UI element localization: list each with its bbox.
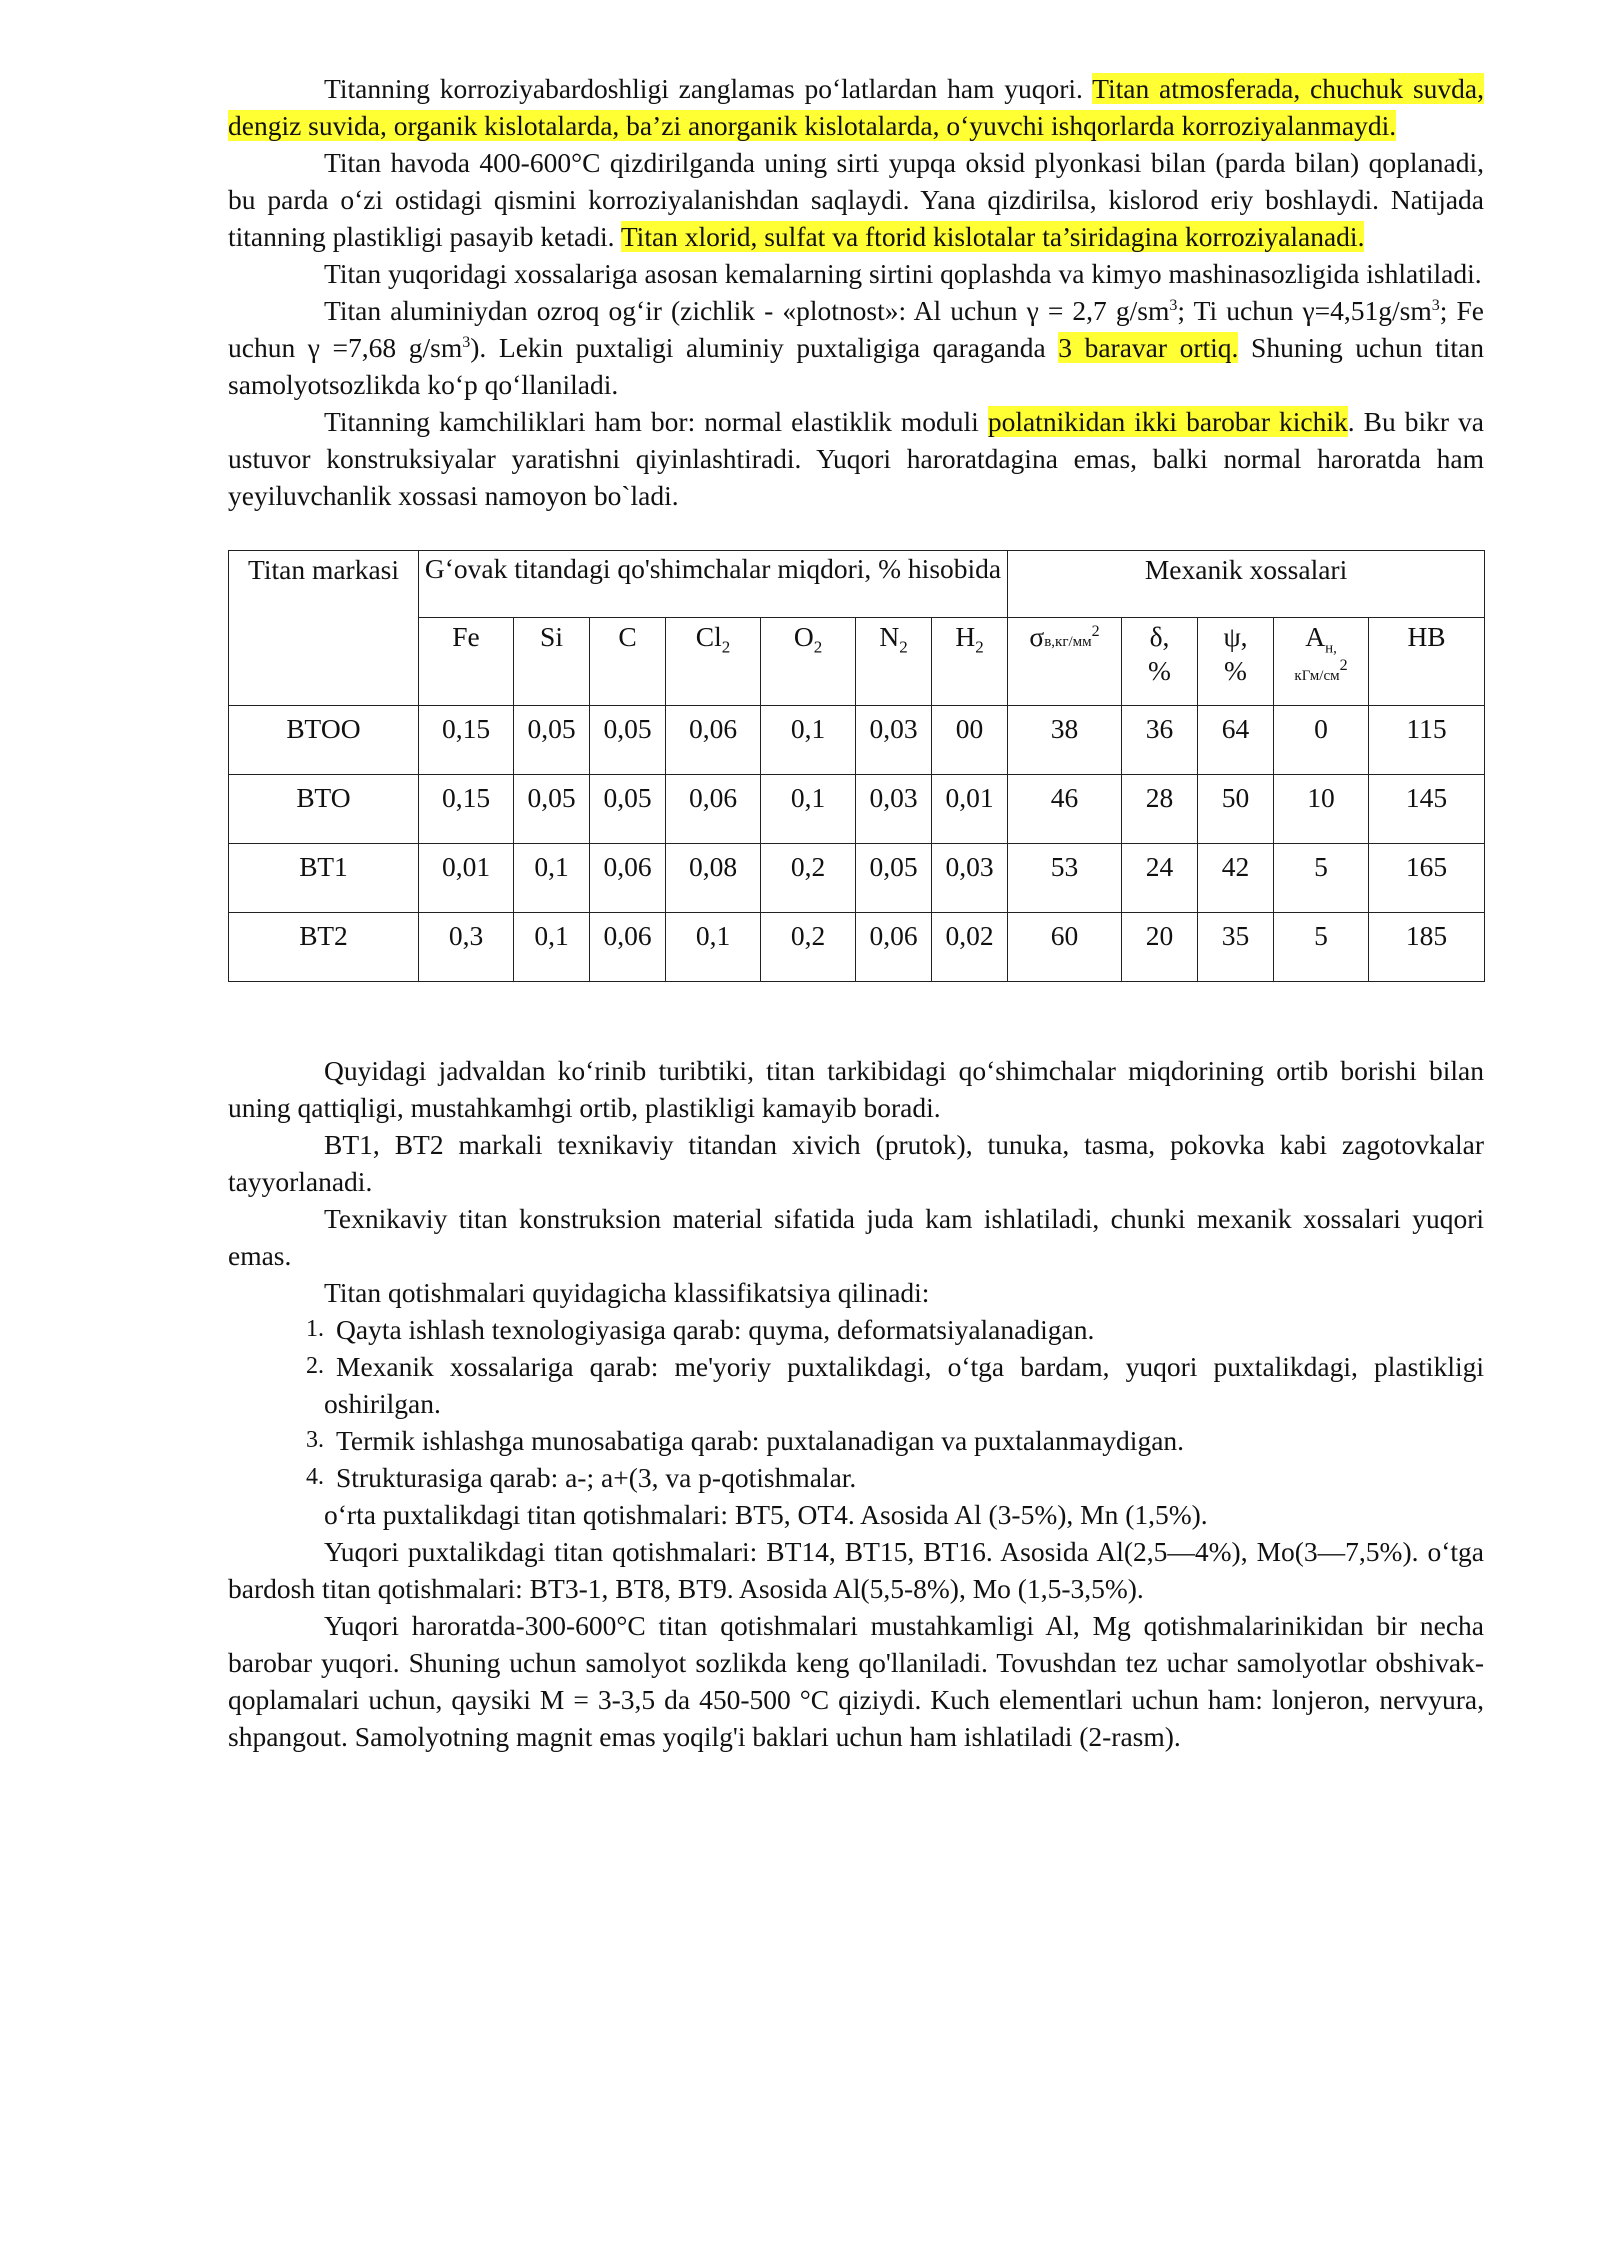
- header-element: [666, 618, 761, 706]
- table-cell: 0,05: [514, 775, 590, 844]
- list-text: Mexanik xossalariga qarab: me'yoriy puxtalikdagi, o‘tga bardam, yuqori puxtalikdagi, plastikligi oshirilgan.: [324, 1351, 1484, 1419]
- delta-symbol: δ,: [1149, 621, 1170, 652]
- table-cell: 115: [1369, 706, 1485, 775]
- text-run: Titanning korroziyabardoshligi zanglamas po‘latlardan ham yuqori.: [324, 73, 1093, 104]
- table-cell: 0,06: [590, 913, 666, 982]
- table-cell: 5: [1274, 844, 1369, 913]
- table-row: [229, 913, 1485, 982]
- header-element: [761, 618, 856, 706]
- paragraph-drawbacks: [228, 403, 1484, 514]
- list-number: 4.: [306, 1464, 324, 1490]
- subscript: 2: [721, 637, 731, 657]
- paragraph-table-conclusion: Quyidagi jadvaldan ko‘rinib turibtiki, titan tarkibidagi qo‘shimchalar miqdorining ortib borishi bilan uning qattiqligi, mustahkamhgi ortib, plastikligi kamayib boradi.: [228, 1055, 1484, 1123]
- paragraph-density: [228, 292, 1484, 403]
- paragraph-medium-strength: o‘rta puxtalikdagi titan qotishmalari: BT5, OT4. Asosida Al (3-5%), Mn (1,5%).: [324, 1499, 1208, 1530]
- list-item: [228, 1311, 1484, 1348]
- highlighted-text: Titan xlorid, sulfat va ftorid kislotalar ta’siridagina korroziyalanadi.: [620, 221, 1365, 252]
- titan-brand-cell: ВТОО: [229, 706, 419, 775]
- header-element: [514, 618, 590, 706]
- psi-symbol: ψ,: [1223, 621, 1248, 652]
- table-cell: 60: [1008, 913, 1122, 982]
- table-cell: 145: [1369, 775, 1485, 844]
- header-delta: [1122, 618, 1198, 706]
- paragraph-classification-intro: Titan qotishmalari quyidagicha klassifikatsiya qilinadi:: [324, 1277, 930, 1308]
- header-element: [590, 618, 666, 706]
- header-mechanical-properties: Mexanik xossalari: [1008, 551, 1485, 618]
- highlighted-text: polatnikidan ikki barobar kichik: [987, 406, 1348, 437]
- table-cell: 0,1: [514, 913, 590, 982]
- table-cell: 0,06: [666, 775, 761, 844]
- element-symbol: Si: [540, 621, 563, 652]
- highlighted-text: Titan atmosferada, chuchuk suvda, dengiz suvida, organik kislotalarda, ba’zi anorganik kislotalarda, o‘yuvchi ishqorlarda korroziyalanmaydi.: [228, 73, 1484, 141]
- element-symbol: H: [955, 621, 976, 652]
- table-cell: 24: [1122, 844, 1198, 913]
- table-cell: 46: [1008, 775, 1122, 844]
- element-symbol: O: [793, 621, 814, 652]
- text-run: Titan aluminiydan ozroq og‘ir (zichlik - «plotnost»: Al uchun γ = 2,7 g/sm: [324, 295, 1170, 326]
- table-cell: 50: [1198, 775, 1274, 844]
- list-text: Qayta ishlash texnologiyasiga qarab: quyma, deformatsiyalanadigan.: [336, 1314, 1095, 1345]
- superscript: 2: [1339, 656, 1348, 674]
- list-item: [228, 1422, 1484, 1459]
- header-psi: [1198, 618, 1274, 706]
- table-body: [229, 706, 1485, 982]
- table-cell: 0,3: [419, 913, 514, 982]
- table-row: [229, 706, 1485, 775]
- table-row: [229, 775, 1485, 844]
- table-cell: 36: [1122, 706, 1198, 775]
- element-symbol: Cl: [695, 621, 722, 652]
- titan-brand-cell: ВТ2: [229, 913, 419, 982]
- table-cell: 10: [1274, 775, 1369, 844]
- table-cell: 0,03: [932, 844, 1008, 913]
- header-element: [856, 618, 932, 706]
- table-cell: 0,05: [590, 775, 666, 844]
- table-cell: 0,08: [666, 844, 761, 913]
- table-cell: 0,1: [514, 844, 590, 913]
- list-item: [228, 1348, 1484, 1422]
- table-cell: 28: [1122, 775, 1198, 844]
- subscript: н,: [1325, 640, 1337, 657]
- impact-symbol: А: [1305, 621, 1326, 652]
- table-cell: 42: [1198, 844, 1274, 913]
- list-number: 1.: [306, 1316, 324, 1342]
- text-run: Titan havoda 400-600°C qizdirilganda uning sirti yupqa oksid plyonkasi bilan (parda bilan) qoplanadi, bu parda o‘zi ostidagi qismini korroziyalanishdan saqlaydi. Yana qizdirilsa, kislorod eriy boshlaydi. Natijada titanning plastikligi pasayib ketadi.: [228, 147, 1484, 252]
- header-titan-brand: Titan markasi: [229, 551, 419, 706]
- table-cell: 0,03: [856, 706, 932, 775]
- header-impurities: G‘ovak titandagi qo'shimchalar miqdori, % hisobida: [419, 551, 1008, 618]
- percent-unit: %: [1224, 655, 1247, 686]
- table-cell: 0,15: [419, 775, 514, 844]
- paragraph-corrosion-resistance: [228, 70, 1484, 144]
- list-text: Termik ishlashga munosabatiga qarab: puxtalanadigan va puxtalanmaydigan.: [336, 1425, 1185, 1456]
- list-item: [228, 1459, 1484, 1496]
- table-cell: 0,15: [419, 706, 514, 775]
- table-cell: 0,03: [856, 775, 932, 844]
- classification-list: [228, 1311, 1484, 1496]
- superscript: 3: [462, 333, 471, 351]
- element-symbol: Fe: [452, 621, 480, 652]
- table-row: [229, 844, 1485, 913]
- subscript: 2: [813, 637, 823, 657]
- text-run: Titanning kamchiliklari ham bor: normal elastiklik moduli: [324, 406, 988, 437]
- header-element: [932, 618, 1008, 706]
- table-cell: 0,1: [761, 706, 856, 775]
- table-cell: 5: [1274, 913, 1369, 982]
- table-cell: 20: [1122, 913, 1198, 982]
- list-text: Strukturasiga qarab: a-; a+(3, va p-qotishmalar.: [336, 1462, 857, 1493]
- text-run: ). Lekin puxtaligi aluminiy puxtaligiga qaraganda: [470, 332, 1059, 363]
- sigma-unit: в,кг/мм: [1044, 634, 1092, 650]
- text-run: . Bu bikr va ustuvor konstruksiyalar yaratishni qiyinlashtiradi. Yuqori haroratdagina emas, balki normal haroratda ham yeyiluvchanlik xossasi namoyon bo`ladi.: [228, 406, 1484, 511]
- highlighted-text: 3 baravar ortiq.: [1058, 332, 1239, 363]
- table-cell: 0,06: [590, 844, 666, 913]
- table-cell: 165: [1369, 844, 1485, 913]
- percent-unit: %: [1148, 655, 1171, 686]
- table-cell: 64: [1198, 706, 1274, 775]
- table-cell: 0,05: [590, 706, 666, 775]
- header-element: [419, 618, 514, 706]
- table-cell: 0,2: [761, 844, 856, 913]
- sigma-symbol: σ: [1029, 621, 1045, 652]
- superscript: 3: [1169, 296, 1178, 314]
- table-cell: 38: [1008, 706, 1122, 775]
- subscript: 2: [899, 637, 908, 657]
- text-run: Shuning uchun titan samolyotsozlikda ko‘p qo‘llaniladi.: [228, 332, 1484, 400]
- table-cell: 0,05: [514, 706, 590, 775]
- subscript: 2: [975, 637, 984, 657]
- titan-brand-cell: ВТО: [229, 775, 419, 844]
- table-cell: 0: [1274, 706, 1369, 775]
- table-cell: 0,1: [761, 775, 856, 844]
- paragraph-technical-titan: Texnikaviy titan konstruksion material sifatida juda kam ishlatiladi, chunki mexanik xossalari yuqori emas.: [228, 1203, 1484, 1271]
- paragraph-oxide-film: [228, 144, 1484, 255]
- list-number: 3.: [306, 1427, 324, 1453]
- table-cell: 00: [932, 706, 1008, 775]
- titan-properties-table: [228, 550, 1485, 982]
- text-run: ; Fe uchun γ =7,68 g/sm: [228, 295, 1485, 363]
- paragraph-bt-grades: BT1, BT2 markali texnikaviy titandan xivich (prutok), tunuka, tasma, pokovka kabi zagotovkalar tayyorlanadi.: [228, 1129, 1484, 1197]
- table-cell: 0,01: [419, 844, 514, 913]
- table-cell: 185: [1369, 913, 1485, 982]
- table-cell: 0,2: [761, 913, 856, 982]
- element-symbol: N: [879, 621, 900, 652]
- document-page: [228, 70, 1484, 1755]
- paragraph-high-temperature: Yuqori haroratda-300-600°C titan qotishmalari mustahkamligi Al, Mg qotishmalarinikidan bir necha barobar yuqori. Shuning uchun samolyot sozlikda keng qo'llaniladi. Tovushdan tez uchar samolyotlar obshivak-qoplamalari uchun, qaysiki M = 3-3,5 da 450-500 °C qiziydi. Kuch elementlari uchun ham: lonjeron, nervyura, shpangout. Samolyotning magnit emas yoqilg'i baklari uchun ham ishlatiladi (2-rasm).: [228, 1610, 1484, 1752]
- table-cell: 0,02: [932, 913, 1008, 982]
- paragraph-high-strength: Yuqori puxtalikdagi titan qotishmalari: BT14, BT15, BT16. Asosida Al(2,5—4%), Mo(3—7,5%). o‘tga bardosh titan qotishmalari: BT3-1, BT8, BT9. Asosida Al(5,5-8%), Mo (1,5-3,5%).: [228, 1536, 1484, 1604]
- list-number: 2.: [306, 1353, 324, 1379]
- text-run: ; Ti uchun γ=4,51g/sm: [1177, 295, 1432, 326]
- table-cell: 0,06: [666, 706, 761, 775]
- header-sigma: [1008, 618, 1122, 706]
- table-cell: 0,1: [666, 913, 761, 982]
- element-symbol: C: [618, 621, 637, 652]
- titan-brand-cell: ВТ1: [229, 844, 419, 913]
- table-cell: 0,05: [856, 844, 932, 913]
- paragraph-applications: Titan yuqoridagi xossalariga asosan kemalarning sirtini qoplashda va kimyo mashinasozligida ishlatiladi.: [324, 258, 1482, 289]
- superscript: 3: [1431, 296, 1440, 314]
- table-cell: 0,06: [856, 913, 932, 982]
- header-hb: HB: [1369, 618, 1485, 706]
- superscript: 2: [1091, 622, 1100, 640]
- header-impact: [1274, 618, 1369, 706]
- impact-unit: кГм/см: [1294, 668, 1340, 684]
- table-cell: 0,01: [932, 775, 1008, 844]
- table-cell: 53: [1008, 844, 1122, 913]
- table-cell: 35: [1198, 913, 1274, 982]
